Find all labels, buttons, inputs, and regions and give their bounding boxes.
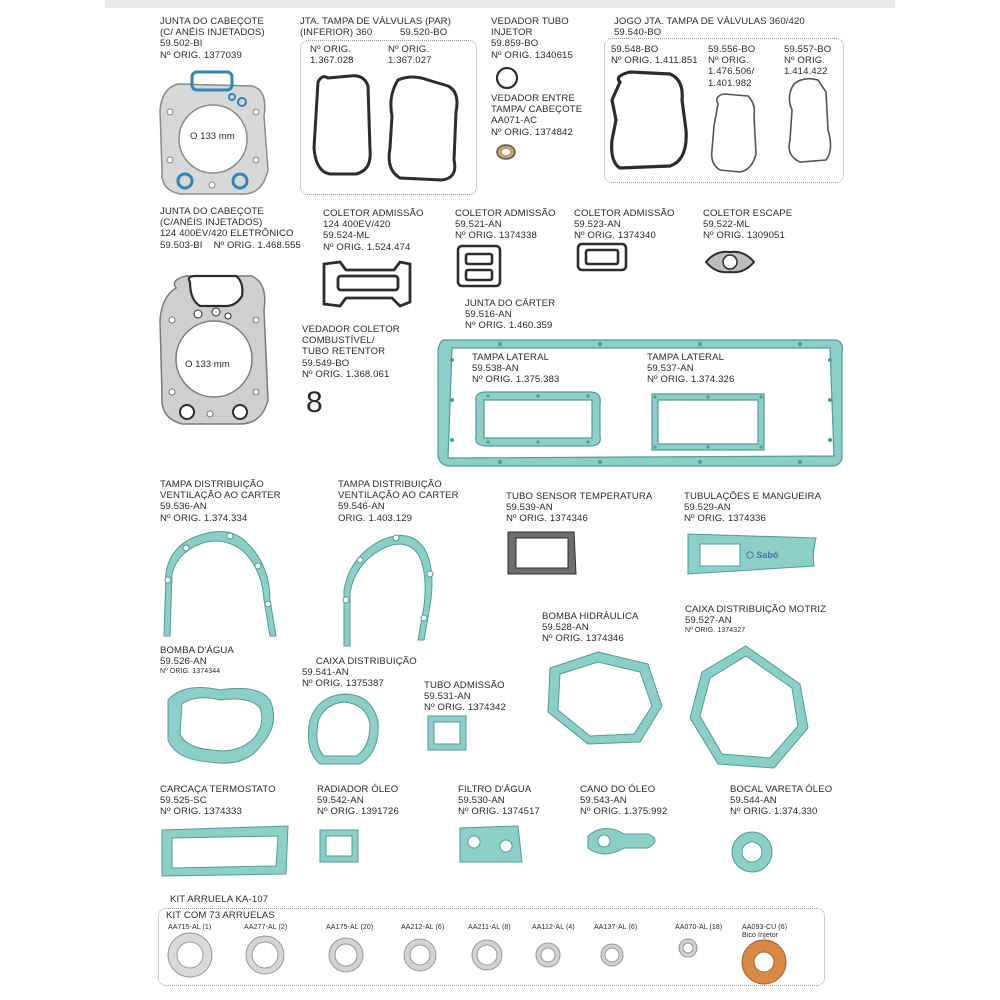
washer-kit-image [168, 933, 786, 984]
valve-cover-pair-image [314, 76, 457, 180]
intake-manifold-gasket-1-image [324, 262, 410, 306]
label-side-cover-2: TAMPA LATERAL 59.537-AN Nº ORIG. 1.374.326 [647, 352, 735, 386]
label-timing-gearcase-orig: Nº ORIG. 1374327 [685, 627, 746, 634]
dipstick-gasket-image [732, 832, 772, 872]
label-side-cover-1: TAMPA LATERAL 59.538-AN Nº ORIG. 1.375.383 [472, 352, 560, 386]
label-injector-seal: VEDADOR TUBO INJETOR 59.859-BO Nº ORIG. 1340615 [491, 16, 573, 61]
label-intake-tube: TUBO ADMISSÃO 59.531-AN Nº ORIG. 1374342 [424, 680, 506, 714]
washer-label-1: AA715-AL (1) [168, 924, 212, 931]
bore-diameter-1: O 133 mm [190, 131, 235, 142]
washer-label-8: AA070-AL (18) [675, 924, 723, 931]
label-water-pump-orig: Nº ORIG. 1374344 [160, 668, 221, 675]
label-water-pump: BOMBA D'ÁGUA 59.526-AN [160, 645, 234, 668]
label-cover-head-seal: VEDADOR ENTRE TAMPA/ CABEÇOTE AA071-AC Nº ORIG. 1374842 [491, 93, 583, 138]
label-valve-cover-set-c: 59.557-BO Nº ORIG. 1.414.422 [784, 44, 832, 78]
temperature-sensor-gasket-image [508, 532, 576, 574]
label-intake-manifold-1: COLETOR ADMISSÃO 124 400EV/420 59.524-ML Nº ORIG. 1.524.474 [323, 208, 424, 253]
label-exhaust-manifold: COLETOR ESCAPE 59.522-ML Nº ORIG. 1309051 [703, 208, 793, 242]
label-valve-cover-pair: JTA. TAMPA DE VÁLVULAS (PAR) (INFERIOR) 360 59.520-BO [300, 16, 452, 39]
label-thermostat-housing: CARCAÇA TERMOSTATO 59.525-SC Nº ORIG. 1374333 [160, 784, 276, 818]
label-valve-cover-set-a: 59.548-BO Nº ORIG. 1.411.851 [611, 44, 698, 67]
label-intake-manifold-3: COLETOR ADMISSÃO 59.523-AN Nº ORIG. 1374340 [574, 208, 675, 242]
label-crankcase-gasket: JUNTA DO CÁRTER 59.516-AN Nº ORIG. 1.460.359 [465, 298, 556, 332]
label-timing-case: CAIXA DISTRIBUIÇÃO 59.541-AN Nº ORIG. 1375387 [302, 656, 417, 690]
label-valve-cover-set-b: 59.556-BO Nº ORIG. 1.476.506/ 1.401.982 [708, 44, 756, 89]
fuel-manifold-seal-image: 8 [306, 386, 323, 419]
side-cover-gasket-2-image [652, 394, 764, 450]
timing-gearcase-gasket-image [690, 646, 808, 768]
washer-label-9: AA093-CU (6) Bico Injetor [742, 924, 788, 939]
washer-kit-subtitle: KIT COM 73 ARRUELAS [166, 910, 275, 921]
head-gasket-2-image [160, 276, 268, 424]
label-oil-pipe: CANO DO ÓLEO 59.543-AN Nº ORIG. 1.375.992 [580, 784, 668, 818]
label-valve-cover-orig-1: Nº ORIG. 1.367.028 [310, 44, 354, 67]
intake-manifold-gasket-2-image [458, 246, 500, 286]
washer-label-2: AA277-AL (2) [244, 924, 288, 931]
label-dipstick-nozzle: BOCAL VARETA ÓLEO 59.544-AN Nº ORIG. 1.374.330 [730, 784, 833, 818]
side-cover-gasket-1-image [476, 392, 601, 446]
intake-manifold-gasket-3-image [578, 244, 626, 270]
washer-label-6: AA112-AL (4) [532, 924, 575, 931]
hydraulic-pump-gasket-image [548, 652, 662, 744]
oil-pipe-gasket-image [588, 828, 655, 854]
label-timing-cover-1: TAMPA DISTRIBUIÇÃO VENTILAÇÃO AO CARTER 59.536-AN Nº ORIG. 1.374.334 [160, 479, 281, 524]
oil-cooler-gasket-image [320, 830, 358, 862]
exhaust-manifold-gasket-image [706, 252, 754, 273]
washer-label-4: AA212-AL (6) [401, 924, 445, 931]
injector-seal-ring [497, 68, 517, 88]
water-pump-gasket-image [168, 688, 274, 764]
pipes-hose-gasket-image [688, 534, 816, 574]
label-timing-gearcase: CAIXA DISTRIBUIÇÃO MOTRIZ 59.527-AN [685, 604, 827, 627]
timing-case-gasket-image [308, 694, 378, 764]
label-water-filter: FILTRO D'ÁGUA 59.530-AN Nº ORIG. 1374517 [458, 784, 540, 818]
washer-kit-title: KIT ARRUELA KA-107 [170, 894, 269, 905]
label-oil-cooler: RADIADOR ÓLEO 59.542-AN Nº ORIG. 1391726 [317, 784, 399, 818]
washer-label-5: AA211-AL (8) [468, 924, 511, 931]
label-intake-manifold-2: COLETOR ADMISSÃO 59.521-AN Nº ORIG. 1374338 [455, 208, 556, 242]
washer-label-7: AA137-AL (6) [594, 924, 638, 931]
svg-text:⬡ Sabó: ⬡ Sabó [746, 550, 779, 560]
label-timing-cover-2: TAMPA DISTRIBUIÇÃO VENTILAÇÃO AO CARTER 59.546-AN ORIG. 1.403.129 [338, 479, 459, 524]
label-valve-cover-set: JOGO JTA. TAMPA DE VÁLVULAS 360/420 59.540-BO [614, 16, 805, 39]
water-filter-gasket-image [460, 826, 522, 862]
bore-diameter-2: O 133 mm [185, 359, 230, 370]
cover-head-seal-image [497, 145, 515, 159]
label-fuel-manifold-seal: VEDADOR COLETOR COMBUSTÍVEL/ TUBO RETENTOR 59.549-BO Nº ORIG. 1.368.061 [302, 324, 400, 380]
label-valve-cover-orig-2: Nº ORIG. 1.367.027 [388, 44, 432, 67]
label-pipes-hose: TUBULAÇÕES E MANGUEIRA 59.529-AN Nº ORIG. 1374336 [684, 491, 822, 525]
label-temperature-sensor: TUBO SENSOR TEMPERATURA 59.539-AN Nº ORIG. 1374346 [506, 491, 653, 525]
label-head-gasket-2: JUNTA DO CABEÇOTE (C/ANÉIS INJETADOS) 124 400EV/420 ELETRÔNICO 59.503-BI Nº ORIG. 1.468.555 [160, 206, 301, 251]
timing-cover-gasket-2-image [343, 535, 433, 646]
washer-label-3: AA175-AL (20) [326, 924, 374, 931]
thermostat-housing-gasket-image [162, 826, 288, 876]
label-head-gasket-1: JUNTA DO CABEÇOTE (C/ ANÉIS INJETADOS) 59.502-BI Nº ORIG. 1377039 [160, 16, 265, 61]
label-hydraulic-pump: BOMBA HIDRÁULICA 59.528-AN Nº ORIG. 1374346 [542, 611, 639, 645]
timing-cover-gasket-1-image [164, 532, 276, 636]
intake-tube-gasket-image [428, 716, 466, 750]
